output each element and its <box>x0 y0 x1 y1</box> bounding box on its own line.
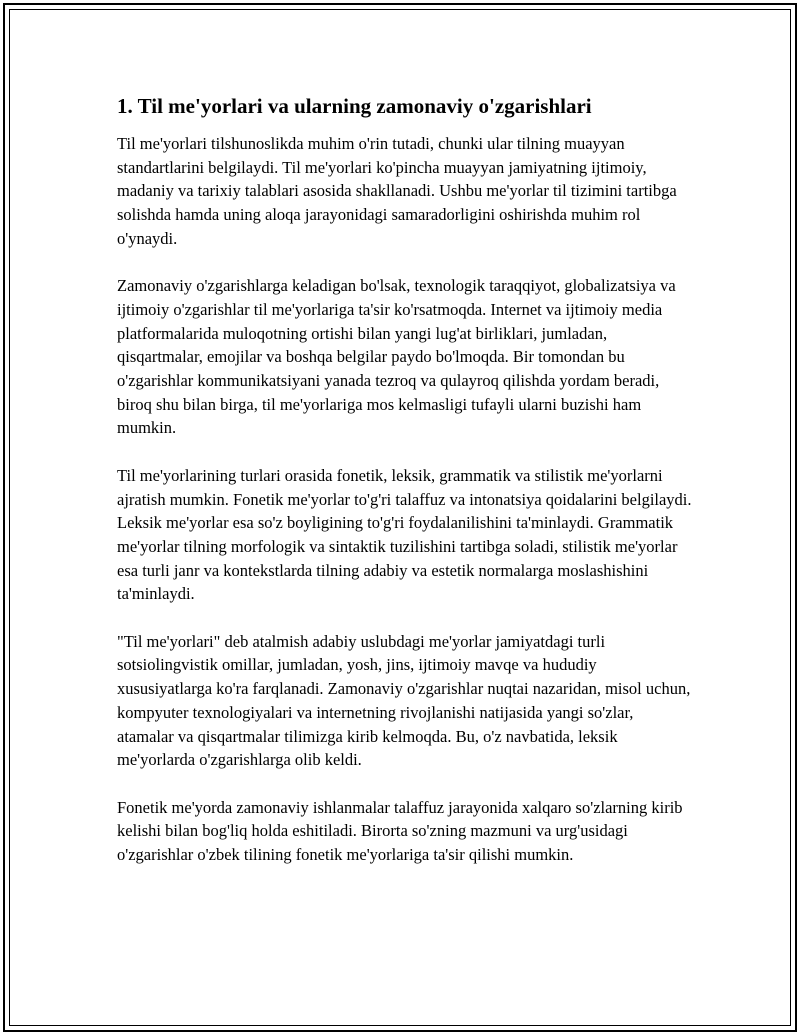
section-heading: 1. Til me'yorlari va ularning zamonaviy o'zgarishlari <box>117 94 592 118</box>
paragraph-3: Til me'yorlarining turlari orasida fonetik, leksik, grammatik va stilistik me'yorlarni ajratish mumkin. Fonetik me'yorlar to'g'ri talaffuz va intonatsiya qoidalarini belgilaydi. Leksik me'yorlar esa so'z boyligining to'g'ri foydalanilishini ta'minlaydi. Grammatik me'yorlar tilning morfologik va sintaktik tuzilishini tartibga soladi, stilistik me'yorlar esa turli janr va kontekstlarda tilning adabiy va estetik normalarga moslashishini ta'minlaydi. <box>117 465 692 604</box>
paragraph-5: Fonetik me'yorda zamonaviy ishlanmalar talaffuz jarayonida xalqaro so'zlarning kirib kelishi bilan bog'liq holda eshitiladi. Birorta so'zning mazmuni va urg'usidagi o'zgarishlar o'zbek tilining fonetik me'yorlariga ta'sir qilishi mumkin. <box>117 797 683 865</box>
paragraph-1: Til me'yorlari tilshunoslikda muhim o'rin tutadi, chunki ular tilning muayyan standartlarini belgilaydi. Til me'yorlari ko'pincha muayyan jamiyatning ijtimoiy, madaniy va tarixiy talablari asosida shakllanadi. Ushbu me'yorlar til tizimini tartibga solishda hamda uning aloqa jarayonidagi samaradorligini oshirishda muhim rol o'ynaydi. <box>117 134 677 248</box>
paragraph-4: "Til me'yorlari" deb atalmish adabiy uslubdagi me'yorlar jamiyatdagi turli sotsiolingvistik omillar, jumladan, yosh, jins, ijtimoiy mavqe va hududiy xususiyatlarga ko'ra farqlanadi. Zamonaviy o'zgarishlar nuqtai nazaridan, misol uchun, kompyuter texnologiyalari va internetning rivojlanishi natijasida yangi so'zlar, atamalar va qisqartmalar tilimizga kirib kelmoqda. Bu, o'z navbatida, leksik me'yorlarda o'zgarishlarga olib keldi. <box>117 631 691 770</box>
document-body <box>117 92 692 890</box>
paragraph-2: Zamonaviy o'zgarishlarga keladigan bo'lsak, texnologik taraqqiyot, globalizatsiya va ijtimoiy o'zgarishlar til me'yorlariga ta'sir ko'rsatmoqda. Internet va ijtimoiy media platformalarida muloqotning ortishi bilan yangi lug'at birliklari, jumladan, qisqartmalar, emojilar va boshqa belgilar paydo bo'lmoqda. Bir tomondan bu o'zgarishlar kommunikatsiyani yanada tezroq va qulayroq qilishda yordam beradi, biroq shu bilan birga, til me'yorlariga mos kelmasligi tufayli ularni buzishi ham mumkin. <box>117 276 676 438</box>
